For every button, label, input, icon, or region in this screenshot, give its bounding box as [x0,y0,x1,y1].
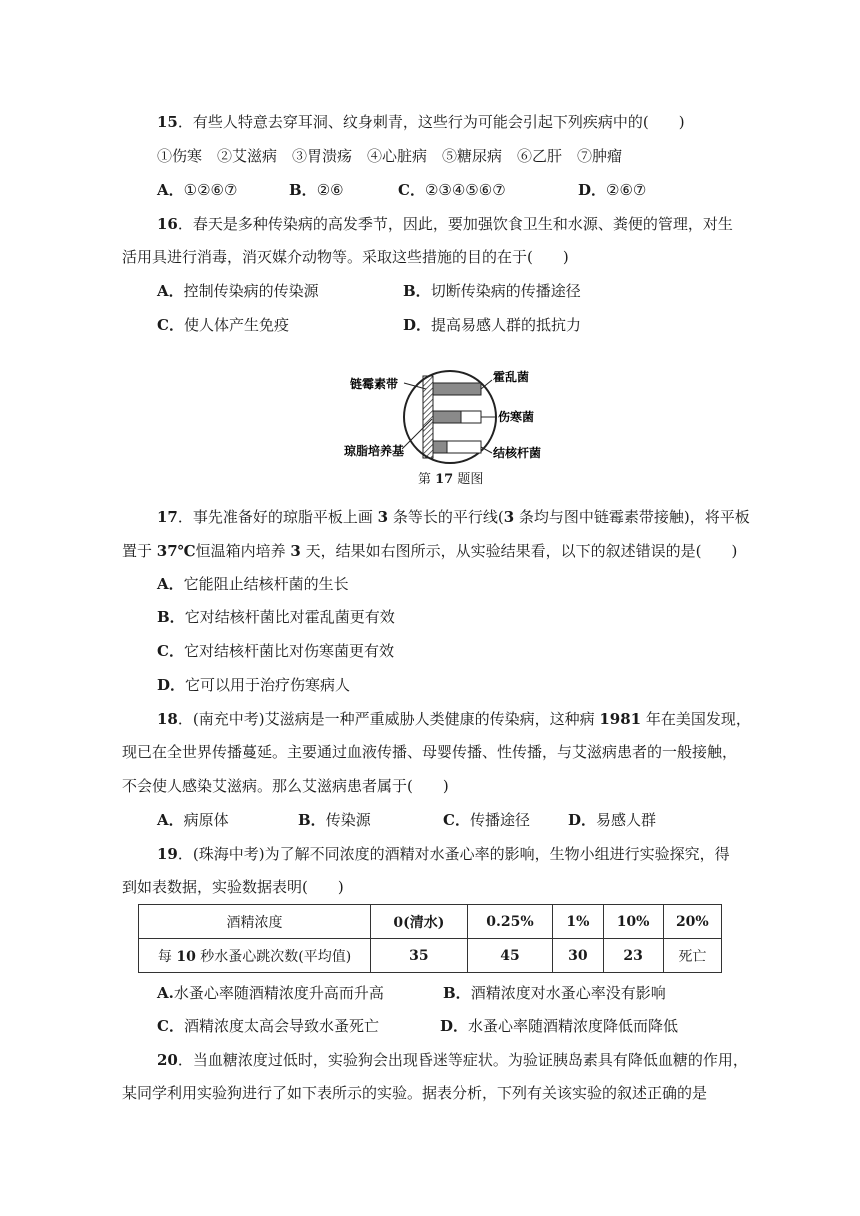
label-agar-medium: 琼脂培养基 [344,444,405,458]
q17-option-c: C．它对结核杆菌比对伤寒菌更有效 [157,642,394,660]
table-cell: 死亡 [663,939,721,973]
petri-dish-diagram [340,367,560,467]
q17-option-a: A．它能阻止结核杆菌的生长 [157,575,349,593]
q17-stem-line1: 17．事先准备好的琼脂平板上画 3 条等长的平行线(3 条均与图中链霉素带接触)，将平板 [157,508,750,526]
q19-option-d: D．水蚤心率随酒精浓度降低而降低 [440,1017,679,1035]
tb-streak [433,441,447,453]
q18-option-d: D．易感人群 [568,811,657,829]
q16-option-a: A．控制传染病的传染源 [157,282,319,300]
q18-option-a: A．病原体 [157,811,229,829]
table-cell: 0.25% [467,905,553,939]
table-cell: 0(清水) [371,905,468,939]
q15-option-c: C．②③④⑤⑥⑦ [398,181,506,199]
q16-option-b: B．切断传染病的传播途径 [403,282,581,300]
q18-stem-line1: 18．(南充中考)艾滋病是一种严重威胁人类健康的传染病，这种病 1981 年在美国发现， [157,710,751,728]
q15-items: ①伤寒 ②艾滋病 ③胃溃疡 ④心脏病 ⑤糖尿病 ⑥乙肝 ⑦肿瘤 [157,147,623,165]
q18-stem-line2: 现已在全世界传播蔓延。主要通过血液传播、母婴传播、性传播，与艾滋病患者的一般接触， [122,743,738,761]
table-cell: 23 [603,939,663,973]
q20-stem-line1: 20．当血糖浓度过低时，实验狗会出现昏迷等症状。为验证胰岛素具有降低血糖的作用， [157,1051,748,1069]
cholera-streak [433,383,481,395]
label-tb: 结核杆菌 [493,446,542,460]
q16-stem-line1: 16．春天是多种传染病的高发季节，因此，要加强饮食卫生和水源、粪便的管理，对生 [157,215,733,233]
q15-option-b: B．②⑥ [289,181,344,199]
table-cell: 30 [553,939,603,973]
figure-caption: 第 17 题图 [418,472,484,487]
label-streptomycin: 链霉素带 [350,377,399,391]
table-cell: 45 [467,939,553,973]
q20-stem-line2: 某同学利用实验狗进行了如下表所示的实验。据表分析，下列有关该实验的叙述正确的是 [122,1084,708,1102]
alcohol-heartrate-table [138,904,722,973]
q19-option-a: A.水蚤心率随酒精浓度升高而升高 [157,984,384,1002]
q17-option-d: D．它可以用于治疗伤寒病人 [157,676,351,694]
table-header-label: 酒精浓度 [139,905,371,939]
q16-stem-line2: 活用具进行消毒，消灭媒介动物等。采取这些措施的目的在于( ) [122,248,569,266]
q17-stem-line2: 置于 37℃恒温箱内培养 3 天，结果如右图所示，从实验结果看，以下的叙述错误的是( ) [122,542,738,560]
q19-option-b: B．酒精浓度对水蚤心率没有影响 [443,984,666,1002]
table-cell: 35 [371,939,468,973]
label-typhoid: 伤寒菌 [498,410,535,424]
q15-option-a: A．①②⑥⑦ [157,181,238,199]
table-row [139,905,722,939]
q19-stem-line2: 到如表数据，实验数据表明( ) [122,878,344,896]
table-cell: 10% [603,905,663,939]
q18-stem-line3: 不会使人感染艾滋病。那么艾滋病患者属于( ) [122,777,449,795]
table-cell: 20% [663,905,721,939]
q19-option-c: C．酒精浓度太高会导致水蚤死亡 [157,1017,379,1035]
table-cell: 1% [553,905,603,939]
q15-option-d: D．②⑥⑦ [578,181,647,199]
table-row-label: 每 10 秒水蚤心跳次数(平均值) [139,939,371,973]
q16-option-c: C．使人体产生免疫 [157,316,289,334]
label-cholera: 霍乱菌 [493,370,530,384]
q19-stem-line1: 19．(珠海中考)为了解不同浓度的酒精对水蚤心率的影响，生物小组进行实验探究，得 [157,845,730,863]
q16-option-d: D．提高易感人群的抵抗力 [403,316,582,334]
q17-option-b: B．它对结核杆菌比对霍乱菌更有效 [157,608,395,626]
petri-dish-figure [340,367,560,467]
q18-option-b: B．传染源 [298,811,371,829]
q15-stem: 15．有些人特意去穿耳洞、纹身刺青，这些行为可能会引起下列疾病中的( ) [157,113,685,131]
table-row [139,939,722,973]
q18-option-c: C．传播途径 [443,811,530,829]
